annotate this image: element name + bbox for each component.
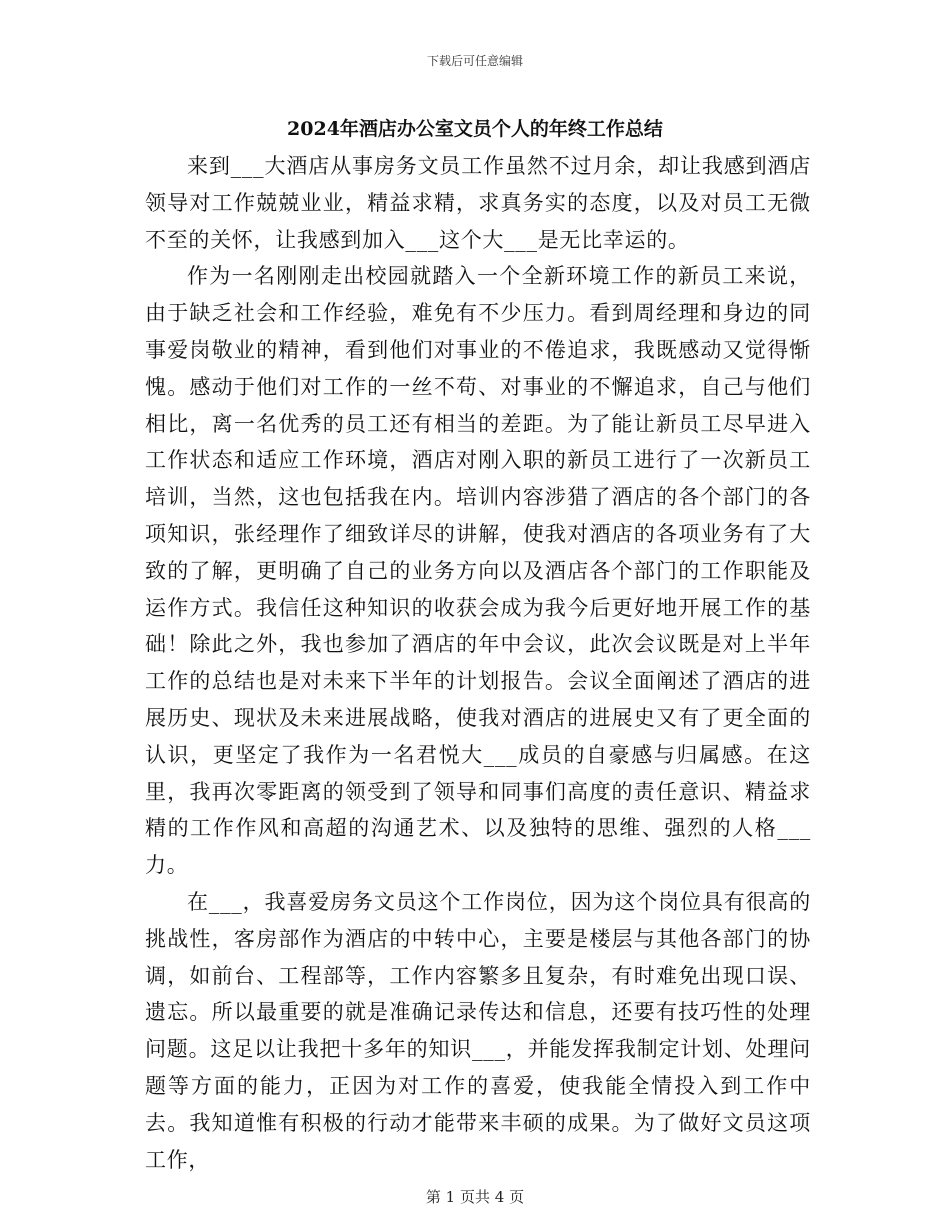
- header-note: 下载后可任意编辑: [426, 54, 523, 68]
- paragraph-2: 作为一名刚刚走出校园就踏入一个全新环境工作的新员工来说，由于缺乏社会和工作经验，难免有不少压力。看到周经理和身边的同事爱岗敬业的精神，看到他们对事业的不倦追求，我既感动又觉得惭愧。感动于他们对工作的一丝不苟、对事业的不懈追求，自己与他们相比，离一名优秀的员工还有相当的差距。为了能让新员工尽早进入工作状态和适应工作环境，酒店对刚入职的新员工进行了一次新员工培训，当然，这也包括我在内。培训内容涉猎了酒店的各个部门的各项知识，张经理作了细致详尽的讲解，使我对酒店的各项业务有了大致的了解，更明确了自己的业务方向以及酒店各个部门的工作职能及运作方式。我信任这种知识的收获会成为我今后更好地开展工作的基础！除此之外，我也参加了酒店的年中会议，此次会议既是对上半年工作的总结也是对未来下半年的计划报告。会议全面阐述了酒店的进展历史、现状及未来进展战略，使我对酒店的进展史又有了更全面的认识，更坚定了我作为一名君悦大___成员的自豪感与归属感。在这里，我再次零距离的领受到了领导和同事们高度的责任意识、精益求精的工作作风和高超的沟通艺术、以及独特的思维、强烈的人格___力。: [145, 264, 811, 878]
- page-number: 第 1 页共 4 页: [425, 1188, 525, 1206]
- document-body: [145, 148, 811, 1178]
- document-title: 2024年酒店办公室文员个人的年终工作总结: [287, 118, 663, 140]
- paragraph-3: 在___，我喜爱房务文员这个工作岗位，因为这个岗位具有很高的挑战性，客房部作为酒店的中转中心，主要是楼层与其他各部门的协调，如前台、工程部等，工作内容繁多且复杂，有时难免出现口误、遗忘。所以最重要的就是准确记录传达和信息，还要有技巧性的处理问题。这足以让我把十多年的知识___，并能发挥我制定计划、处理问题等方面的能力，正因为对工作的喜爱，使我能全情投入到工作中去。我知道惟有积极的行动才能带来丰硕的成果。为了做好文员这项工作，: [145, 889, 811, 1172]
- paragraph-1: 来到___大酒店从事房务文员工作虽然不过月余，却让我感到酒店领导对工作兢兢业业，精益求精，求真务实的态度，以及对员工无微不至的关怀，让我感到加入___这个大___是无比幸运的。: [145, 154, 811, 252]
